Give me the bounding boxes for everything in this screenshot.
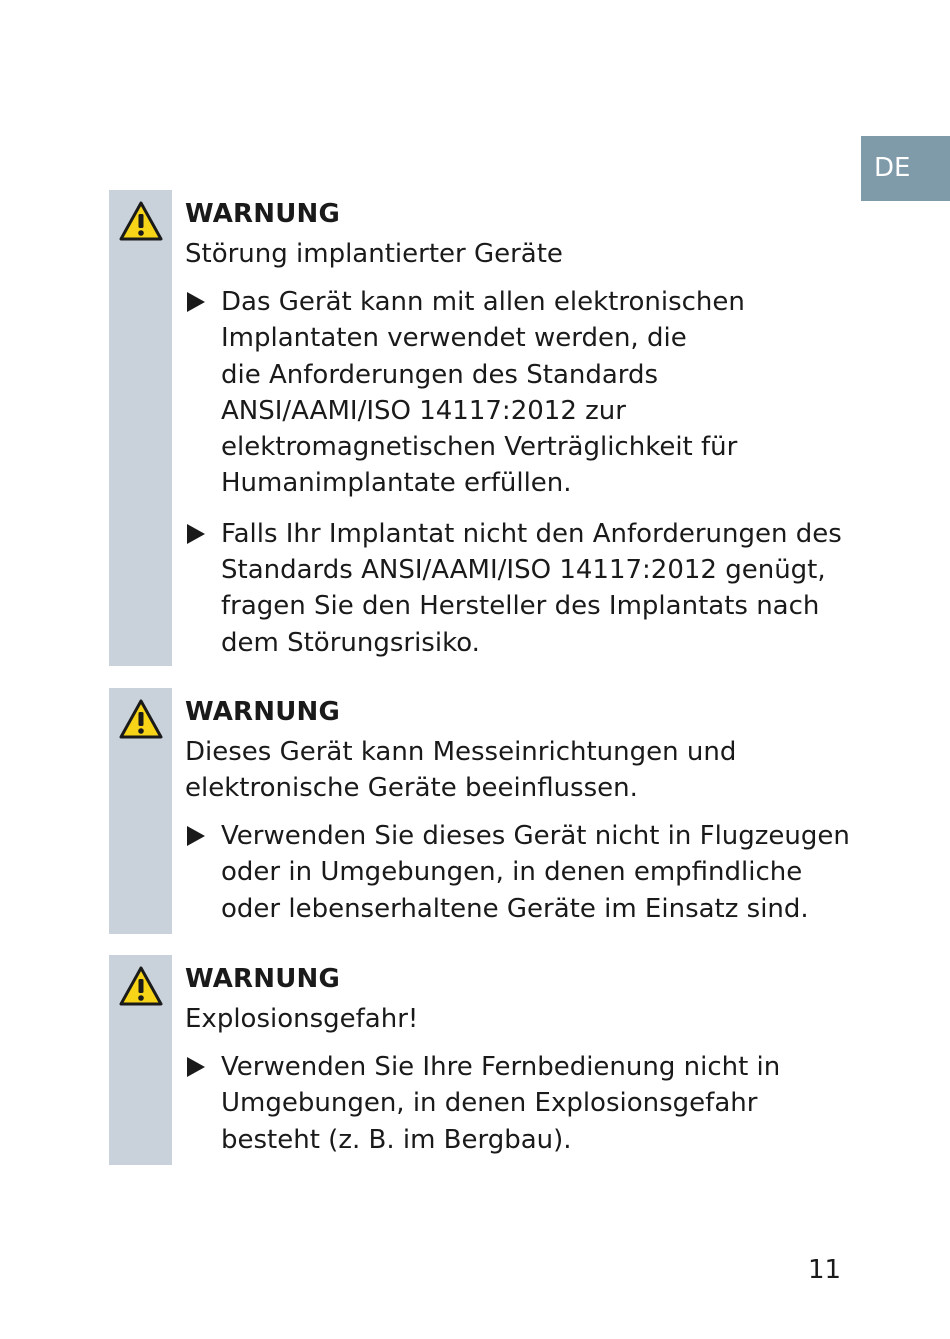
warning-block-implant-interference xyxy=(109,190,842,666)
step-arrow-icon xyxy=(187,826,205,846)
step-line: Verwenden Sie dieses Gerät nicht in Flugzeugen xyxy=(221,821,850,851)
step-line: Standards ANSI/AAMI/ISO 14117:2012 genügt, xyxy=(221,555,826,586)
step-arrow-icon xyxy=(187,1057,205,1077)
step-line: fragen Sie den Hersteller des Implantats nach xyxy=(221,591,820,622)
warning-triangle-icon xyxy=(118,698,164,740)
instruction-step xyxy=(185,1049,839,1158)
step-line: Falls Ihr Implantat nicht den Anforderungen des xyxy=(221,518,842,549)
title-line: Dieses Gerät kann Messeinrichtungen und xyxy=(185,737,737,767)
step-line: ANSI/AAMI/ISO 14117:2012 zur xyxy=(221,395,626,426)
step-line: Umgebungen, in denen Explosionsgefahr xyxy=(221,1088,758,1119)
step-line: Das Gerät kann mit allen elektronischen xyxy=(221,287,745,317)
warning-side-bar xyxy=(109,190,172,666)
warning-block-device-interference xyxy=(109,688,850,934)
step-arrow-icon xyxy=(187,292,205,312)
warning-block-explosion-hazard xyxy=(109,955,839,1165)
step-arrow-icon xyxy=(187,524,205,544)
step-line: Humanimplantate erfüllen. xyxy=(221,468,572,499)
step-line: elektromagnetischen Verträglichkeit für xyxy=(221,432,738,463)
instruction-step xyxy=(185,818,850,927)
warning-signal-word: WARNUNG xyxy=(185,964,341,994)
step-line: Implantaten verwendet werden, die xyxy=(221,323,687,354)
warning-title: Explosionsgefahr! xyxy=(185,1004,419,1034)
step-line: dem Störungsrisiko. xyxy=(221,627,480,658)
warning-signal-word: WARNUNG xyxy=(185,199,341,229)
step-line: Verwenden Sie Ihre Fernbedienung nicht in xyxy=(221,1052,781,1082)
step-line: oder lebenserhaltene Geräte im Einsatz sind. xyxy=(221,893,809,924)
step-line: oder in Umgebungen, in denen empfindliche xyxy=(221,857,803,888)
page-number: 11 xyxy=(808,1255,842,1285)
step-line: die Anforderungen des Standards xyxy=(221,359,659,390)
instruction-step xyxy=(185,284,839,502)
warning-title xyxy=(185,734,839,806)
warning-triangle-icon xyxy=(118,965,164,1007)
language-tab: DE xyxy=(861,136,950,201)
instruction-step xyxy=(185,516,842,661)
warning-signal-word: WARNUNG xyxy=(185,697,341,727)
title-line: elektronische Geräte beeinflussen. xyxy=(185,773,638,803)
warning-triangle-icon xyxy=(118,200,164,242)
warning-title: Störung implantierter Geräte xyxy=(185,239,563,269)
step-line: besteht (z. B. im Bergbau). xyxy=(221,1124,572,1155)
